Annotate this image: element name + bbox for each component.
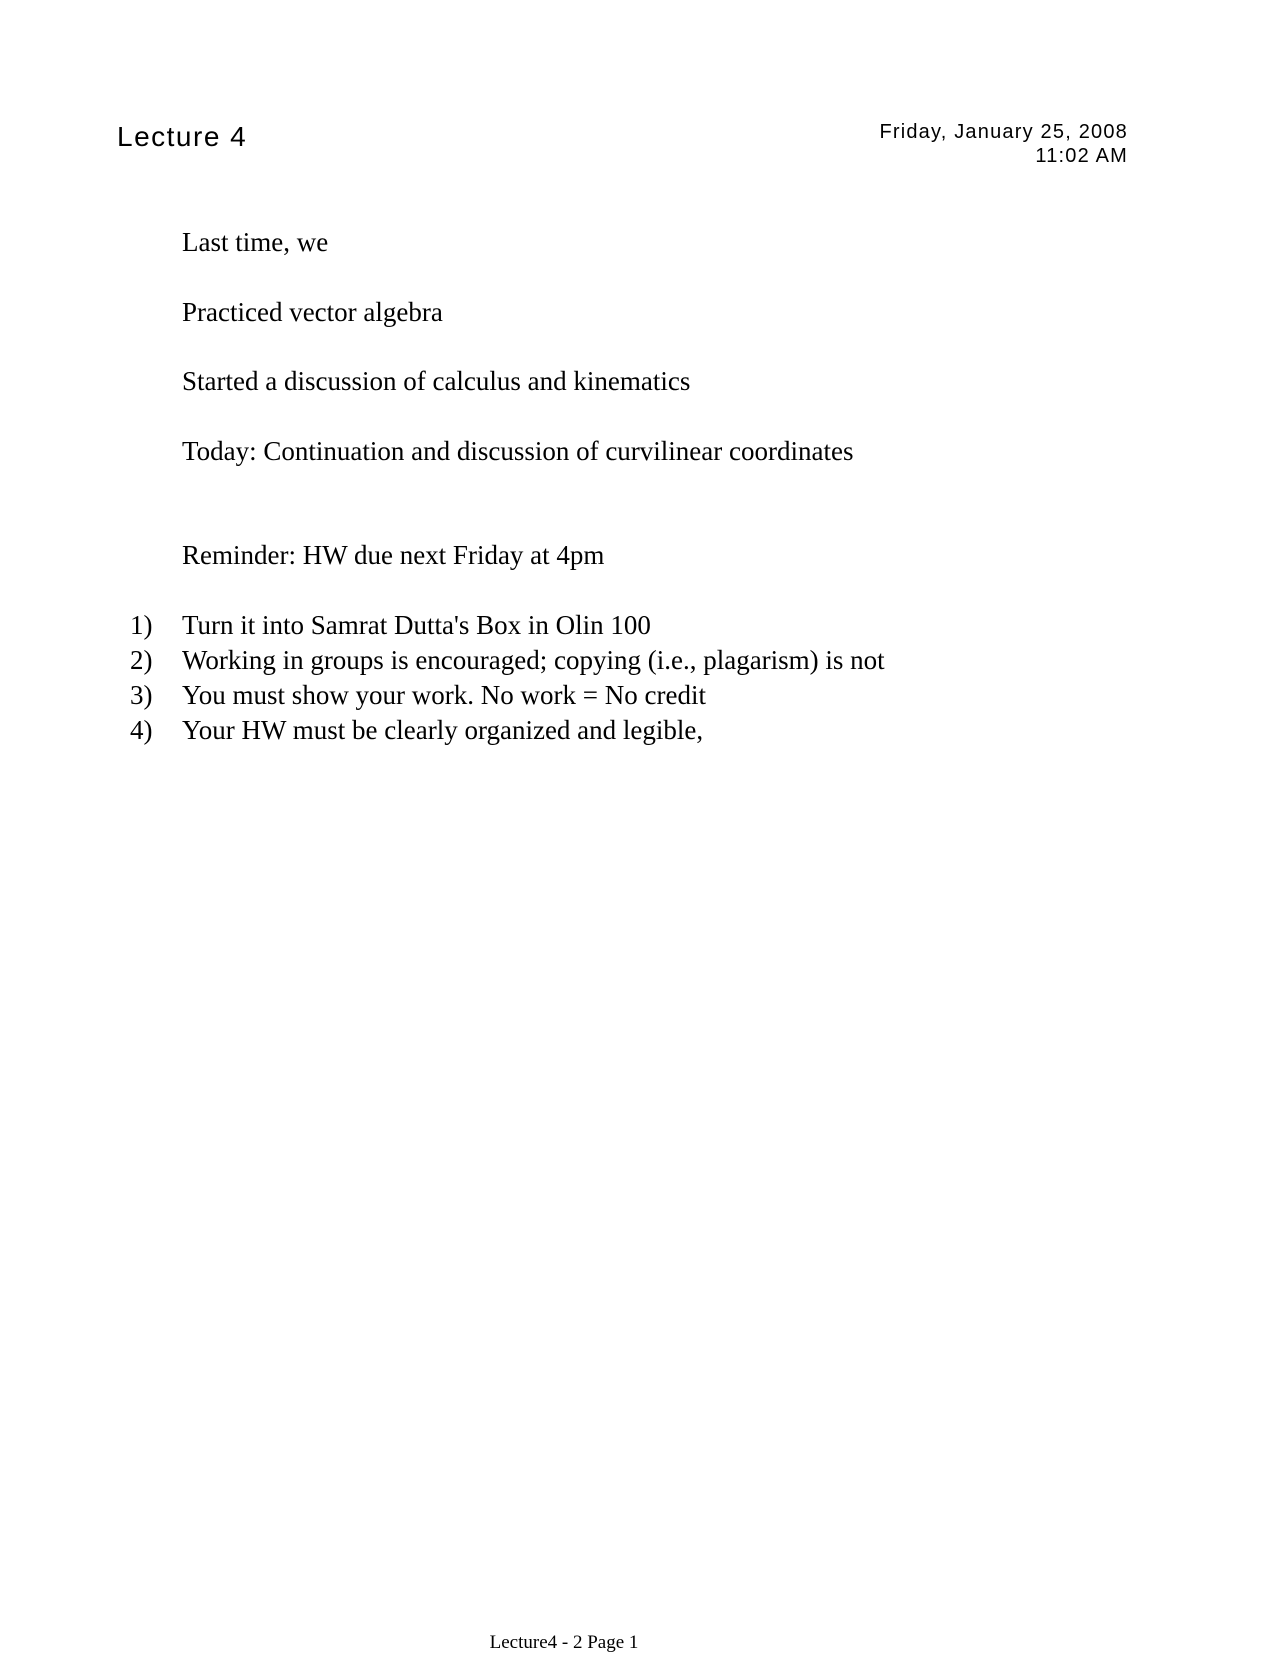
note-line-last-time: Last time, we: [182, 227, 329, 257]
list-item-text: Working in groups is encouraged; copying (i.e., plagarism) is not: [182, 645, 885, 675]
note-line-today: Today: Continuation and discussion of curvilinear coordinates: [182, 436, 854, 466]
time-label: 11:02 AM: [1035, 145, 1128, 167]
list-item: [130, 608, 885, 643]
list-item-number: 3): [130, 680, 153, 710]
page-title: Lecture 4: [117, 121, 248, 152]
list-item: [130, 643, 885, 678]
timestamp: [879, 120, 1128, 168]
list-item-text: Your HW must be clearly organized and legible,: [182, 715, 704, 745]
list-item-text: Turn it into Samrat Dutta's Box in Olin 100: [182, 610, 651, 640]
note-line-reminder: Reminder: HW due next Friday at 4pm: [182, 540, 605, 570]
list-item: [130, 713, 885, 748]
list-item: [130, 678, 885, 713]
list-item-number: 1): [130, 610, 153, 640]
list-item-number: 4): [130, 715, 153, 745]
list-item-text: You must show your work. No work = No credit: [182, 680, 706, 710]
list-item-number: 2): [130, 645, 153, 675]
homework-rules-list: [130, 608, 885, 748]
note-line-vector-algebra: Practiced vector algebra: [182, 297, 443, 327]
date-label: Friday, January 25, 2008: [879, 121, 1128, 143]
note-line-calculus: Started a discussion of calculus and kinematics: [182, 366, 691, 396]
page-footer: Lecture4 - 2 Page 1: [489, 1632, 639, 1653]
